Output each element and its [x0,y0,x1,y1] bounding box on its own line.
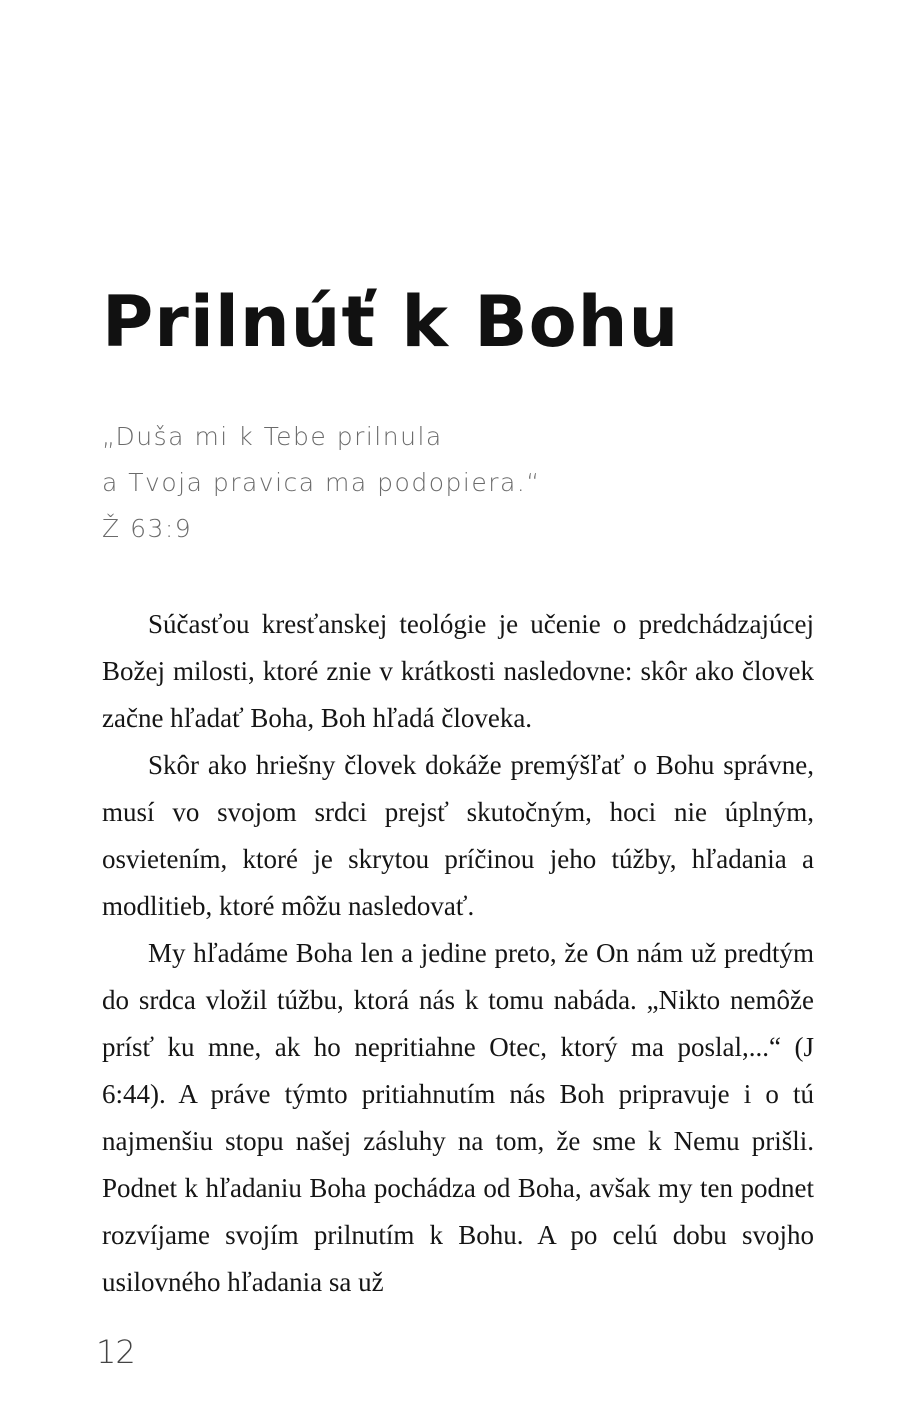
page-number: 12 [96,1333,135,1371]
epigraph-line-2: a Tvoja pravica ma podopiera.“ [102,468,541,497]
body-text [102,601,814,1306]
paragraph-3: My hľadáme Boha len a jedine preto, že On nám už predtým do srdca vložil túžbu, ktorá nás k tomu nabáda. „Nikto nemôže prísť ku mne, ak ho nepritiahne Otec, ktorý ma poslal,...“ (J 6:44). A práve týmto pritiahnutím nás Boh pripravuje i o tú najmenšiu stopu našej zásluhy na tom, že sme k Nemu prišli. Podnet k hľadaniu Boha pochádza od Boha, avšak my ten podnet rozvíjame svojím prilnutím k Bohu. A po celú dobu svojho usilovného hľadania sa už [102,938,814,1297]
chapter-title: Prilnúť k Bohu [102,281,680,363]
paragraph-1: Súčasťou kresťanskej teológie je učenie o predchádzajúcej Božej milosti, ktoré znie v krátkosti nasledovne: skôr ako človek začne hľadať Boha, Boh hľadá človeka. [102,609,814,733]
epigraph-line-1: „Duša mi k Tebe prilnula [102,422,443,451]
epigraph [102,414,541,552]
epigraph-reference: Ž 63:9 [102,514,193,543]
paragraph-2: Skôr ako hriešny človek dokáže premýšľať o Bohu správne, musí vo svojom srdci prejsť skutočným, hoci nie úplným, osvietením, ktoré je skrytou príčinou jeho túžby, hľadania a modlitieb, ktoré môžu nasledovať. [102,750,814,921]
